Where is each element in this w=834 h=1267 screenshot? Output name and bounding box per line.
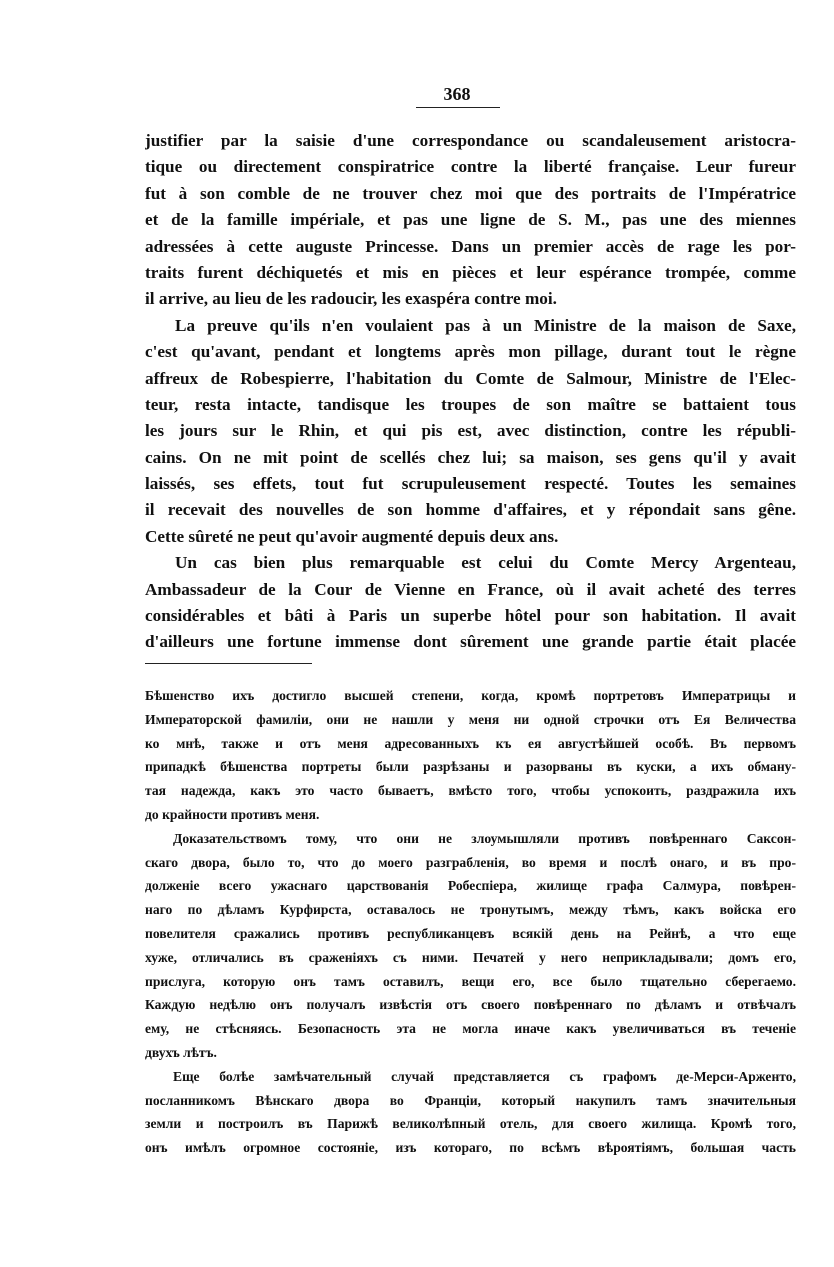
text-line: affreux de Robespierre, l'habitation du Comte de Salmour, Ministre de l'Elec- <box>145 368 796 388</box>
translation-line: Каждую недѣлю онъ получалъ извѣстія отъ своего повѣреннаго по дѣламъ и отвѣчалъ <box>145 997 796 1013</box>
text-line: Un cas bien plus remarquable est celui du Comte Mercy Argenteau, <box>175 553 796 573</box>
translation-line: земли и построилъ въ Парижѣ великолѣпный отель, для своего жилища. Кромѣ того, <box>145 1116 796 1132</box>
translation-line: Императорской фамиліи, они не нашли у меня ни одной строчки отъ Ея Величества <box>145 711 796 727</box>
translation-line: хуже, отличались въ сраженіяхъ съ ними. Печатей у него неприкладывали; домъ его, <box>145 949 796 965</box>
text-line: justifier par la saisie d'une correspondance ou scandaleusement aristocra- <box>145 131 796 150</box>
translation-line: наго по дѣламъ Курфирста, оставалось не тронутымъ, между тѣмъ, какъ войска его <box>145 902 796 918</box>
french-main-text <box>145 128 796 656</box>
text-line: traits furent déchiquetés et mis en pièces et leur espérance trompée, comme <box>145 262 796 282</box>
translation-line: повелителя сражались противъ республиканцевъ всякій день на Рейнѣ, а что еще <box>145 925 796 941</box>
translation-line: прислуга, которую онъ тамъ оставилъ, вещи его, все было тщательно сберегаемо. <box>145 973 796 989</box>
text-line: La preuve qu'ils n'en voulaient pas à un Ministre de la maison de Saxe, <box>175 315 796 335</box>
text-line: Cette sûreté ne peut qu'avoir augmenté depuis deux ans. <box>145 526 559 546</box>
translation-line: Бѣшенство ихъ достигло высшей степени, когда, кромѣ портретовъ Императрицы и <box>145 688 796 703</box>
translation-line: ко мнѣ, также и отъ меня адресованныхъ къ ея августѣйшей особѣ. Въ первомъ <box>145 735 796 751</box>
translation-line: Доказательствомъ тому, что они не злоумышляли противъ повѣреннаго Саксон- <box>173 830 796 846</box>
translation-line: ему, не стѣсняясь. Безопасность эта не могла иначе какъ увеличиваться въ теченіе <box>145 1021 796 1037</box>
text-line: c'est qu'avant, pendant et longtems après mon pillage, durant tout le règne <box>145 342 796 362</box>
page-number: 368 <box>443 84 471 104</box>
translation-line: посланникомъ Вѣнскаго двора во Франціи, который накупилъ тамъ значительныя <box>145 1092 796 1108</box>
translation-line: двухъ лѣтъ. <box>145 1044 217 1060</box>
translation-line: долженіе всего ужаснаго царствованія Робеспіера, жилище графа Салмура, повѣрен- <box>145 878 796 894</box>
text-line: et de la famille impériale, et pas une ligne de S. M., pas une des miennes <box>145 210 796 230</box>
translation-line: тая надежда, какъ это часто бываетъ, вмѣсто того, чтобы успокоить, раздражила ихъ <box>145 783 796 799</box>
text-line: fut à son comble de ne trouver chez moi que des portraits de l'Impératrice <box>145 183 796 203</box>
text-line: les jours sur le Rhin, et qui pis est, avec distinction, contre les républi- <box>145 421 796 441</box>
text-line: il recevait des nouvelles de son homme d'affaires, et y répondait sans gêne. <box>145 500 796 520</box>
text-line: il arrive, au lieu de les radoucir, les exaspéra contre moi. <box>145 289 557 309</box>
translation-line: припадкѣ бѣшенства портреты были разрѣзаны и разорваны въ куски, а ихъ обману- <box>145 759 796 775</box>
page-number-rule <box>416 107 500 108</box>
text-line: cains. On ne mit point de scellés chez lui; sa maison, ses gens qu'il y avait <box>145 447 796 467</box>
text-line: adressées à cette auguste Princesse. Dans un premier accès de rage les por- <box>145 236 796 256</box>
text-line: considérables et bâti à Paris un superbe hôtel pour son habitation. Il avait <box>145 606 796 626</box>
translation-line: Еще болѣе замѣчательный случай представляется съ графомъ де-Мерси-Арженто, <box>173 1068 796 1084</box>
translation-line: онъ имѣлъ огромное состояніе, изъ котораго, по всѣмъ вѣроятіямъ, большая часть <box>145 1140 796 1156</box>
translation-line: до крайности противъ меня. <box>145 806 320 822</box>
text-line: laissés, ses effets, tout fut scrupuleusement respecté. Toutes les semaines <box>145 474 796 494</box>
text-line: teur, resta intacte, tandisque les troupes de son maître se battaient tous <box>145 394 796 414</box>
russian-translation-text <box>145 684 796 1160</box>
text-line: tique ou directement conspiratrice contre la liberté française. Leur fureur <box>145 157 796 177</box>
translation-line: скаго двора, было то, что до моего разграбленія, во время и послѣ онаго, и въ про- <box>145 854 796 870</box>
text-line: Ambassadeur de la Cour de Vienne en France, où il avait acheté des terres <box>145 579 796 599</box>
footnote-rule <box>145 663 312 664</box>
text-line: d'ailleurs une fortune immense dont sûrement une grande partie était placée <box>145 632 796 652</box>
